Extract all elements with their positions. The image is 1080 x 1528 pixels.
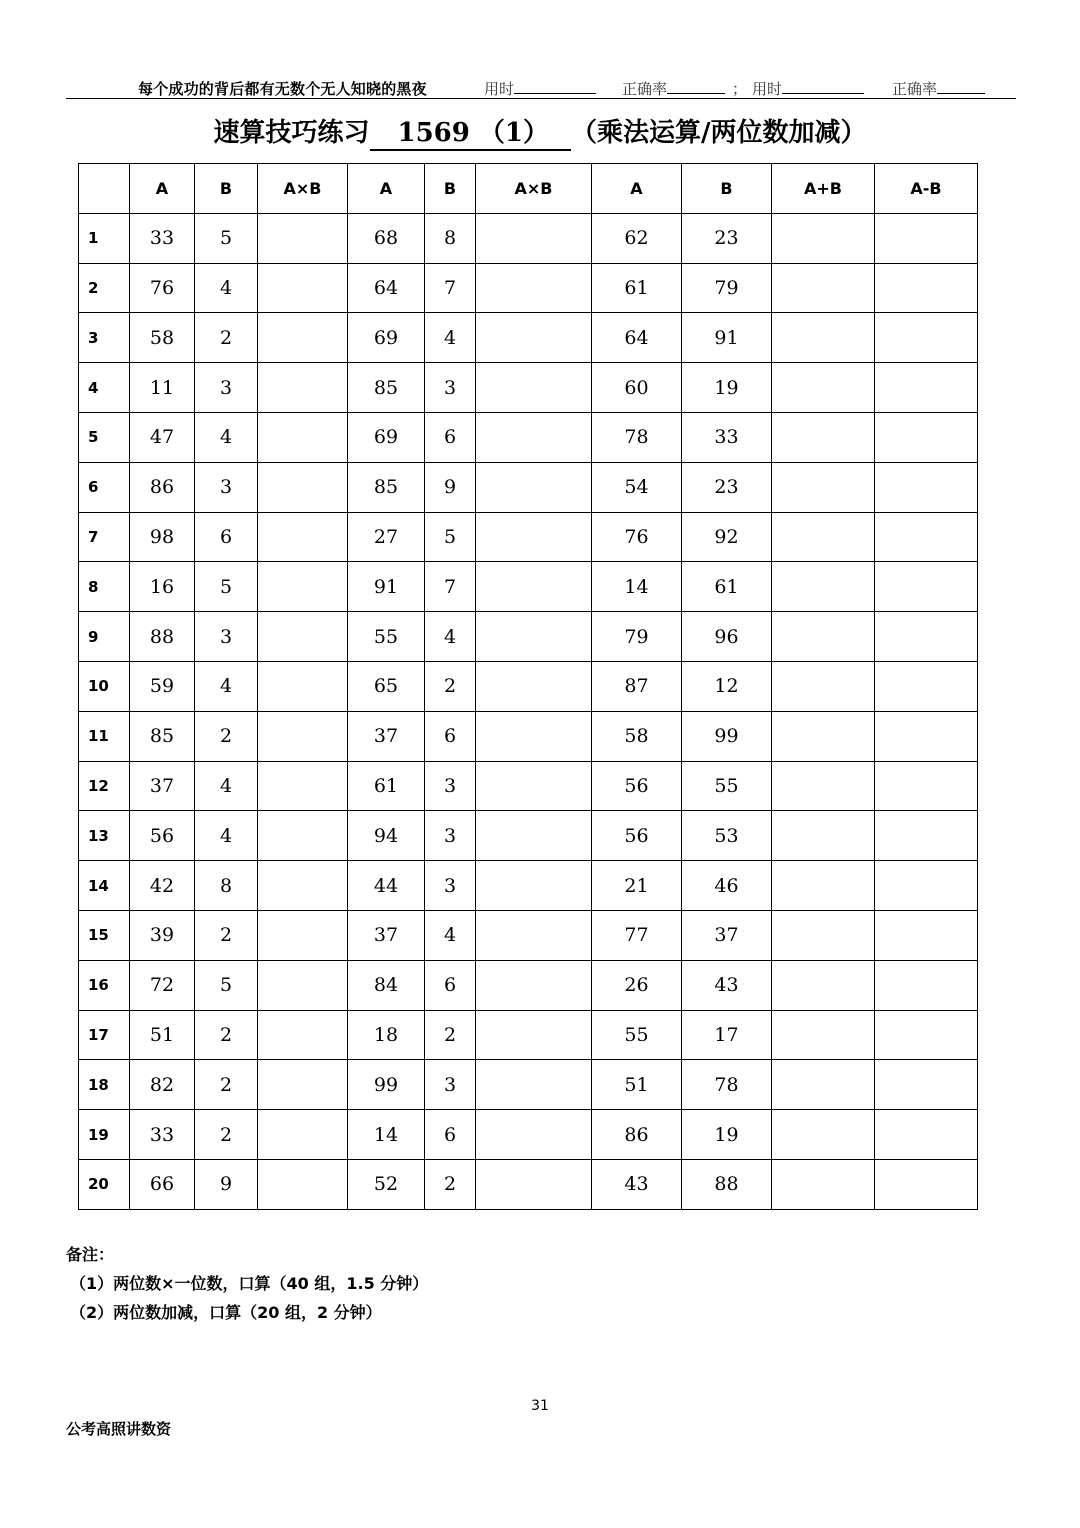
cell-b: 4 [195,412,258,462]
cell-b: 4 [195,263,258,313]
cell-b: 6 [195,512,258,562]
cell-a: 44 [348,861,425,911]
cell-a: 61 [348,761,425,811]
header-cell-product: A×B [476,164,592,214]
table-row [79,661,978,711]
cell-b: 3 [195,612,258,662]
note-item: （2）两位数加减，口算（20 组，2 分钟） [70,1303,382,1322]
answer-cell-difference[interactable] [875,1010,978,1060]
answer-cell-product[interactable] [476,363,592,413]
table-row [79,412,978,462]
cell-b: 2 [425,1159,476,1209]
answer-cell-product[interactable] [258,1159,348,1209]
header-cell-a: A [130,164,195,214]
answer-cell-difference[interactable] [875,363,978,413]
separator: ； [732,80,748,98]
answer-cell-product[interactable] [476,1110,592,1160]
answer-cell-sum[interactable] [772,910,875,960]
cell-b: 61 [682,562,772,612]
cell-a: 99 [348,1060,425,1110]
row-number: 13 [79,811,130,861]
cell-b: 2 [195,711,258,761]
cell-a: 26 [592,960,682,1010]
title-suffix: （乘法运算/两位数加减） [571,118,867,148]
table-row [79,512,978,562]
cell-a: 47 [130,412,195,462]
answer-cell-product[interactable] [258,412,348,462]
row-number: 17 [79,1010,130,1060]
answer-cell-product[interactable] [476,462,592,512]
accuracy-blank-1 [667,79,725,94]
header-cell-a: A [592,164,682,214]
cell-b: 9 [195,1159,258,1209]
cell-b: 5 [425,512,476,562]
cell-b: 5 [195,960,258,1010]
answer-cell-difference[interactable] [875,1110,978,1160]
header-cell-sum: A+B [772,164,875,214]
cell-a: 64 [348,263,425,313]
cell-a: 21 [592,861,682,911]
answer-cell-product[interactable] [258,462,348,512]
accuracy-field-2 [892,78,985,99]
cell-a: 55 [592,1010,682,1060]
answer-cell-product[interactable] [476,562,592,612]
cell-b: 4 [425,910,476,960]
answer-cell-product[interactable] [476,1060,592,1110]
footer-text: 公考高照讲数资 [66,1420,172,1438]
cell-a: 51 [130,1010,195,1060]
table-row [79,910,978,960]
cell-a: 18 [348,1010,425,1060]
answer-cell-difference[interactable] [875,960,978,1010]
cell-b: 2 [195,1060,258,1110]
title-code: 1569 （1） [370,112,572,151]
row-number: 6 [79,462,130,512]
cell-a: 94 [348,811,425,861]
cell-b: 91 [682,313,772,363]
cell-a: 37 [348,711,425,761]
cell-b: 55 [682,761,772,811]
cell-a: 85 [130,711,195,761]
cell-a: 85 [348,363,425,413]
table-row [79,462,978,512]
cell-a: 69 [348,412,425,462]
cell-b: 4 [195,761,258,811]
cell-b: 78 [682,1060,772,1110]
row-number: 3 [79,313,130,363]
cell-a: 72 [130,960,195,1010]
answer-cell-product[interactable] [258,512,348,562]
cell-a: 54 [592,462,682,512]
answer-cell-sum[interactable] [772,512,875,562]
cell-a: 87 [592,661,682,711]
time-label-1: 用时 [484,80,515,98]
cell-a: 11 [130,363,195,413]
row-number: 7 [79,512,130,562]
answer-cell-product[interactable] [476,811,592,861]
answer-cell-product[interactable] [258,313,348,363]
cell-a: 14 [348,1110,425,1160]
answer-cell-sum[interactable] [772,811,875,861]
row-number: 9 [79,612,130,662]
cell-a: 58 [130,313,195,363]
table-row [79,861,978,911]
practice-table [78,163,978,1210]
table-row [79,1010,978,1060]
table-row [79,711,978,761]
cell-b: 99 [682,711,772,761]
worksheet-title [0,112,1080,151]
notes-section [66,1240,428,1327]
answer-cell-product[interactable] [476,711,592,761]
answer-cell-difference[interactable] [875,512,978,562]
answer-cell-difference[interactable] [875,562,978,612]
cell-a: 82 [130,1060,195,1110]
table-row [79,960,978,1010]
answer-cell-product[interactable] [258,1010,348,1060]
answer-cell-sum[interactable] [772,213,875,263]
answer-cell-product[interactable] [476,512,592,562]
answer-cell-product[interactable] [258,612,348,662]
row-number: 4 [79,363,130,413]
answer-cell-difference[interactable] [875,811,978,861]
answer-cell-product[interactable] [476,661,592,711]
cell-a: 85 [348,462,425,512]
cell-b: 2 [425,1010,476,1060]
header-motto: 每个成功的背后都有无数个无人知晓的黑夜 [138,80,427,98]
page-number: 31 [531,1398,549,1414]
note-item: （1）两位数×一位数，口算（40 组，1.5 分钟） [70,1274,429,1293]
cell-b: 33 [682,412,772,462]
answer-cell-sum[interactable] [772,412,875,462]
answer-cell-product[interactable] [476,263,592,313]
answer-cell-difference[interactable] [875,213,978,263]
header-cell-b: B [682,164,772,214]
time-field-1 [484,78,596,99]
cell-b: 9 [425,462,476,512]
row-number: 12 [79,761,130,811]
answer-cell-sum[interactable] [772,1159,875,1209]
row-number: 20 [79,1159,130,1209]
answer-cell-sum[interactable] [772,761,875,811]
row-number: 10 [79,661,130,711]
table-row [79,811,978,861]
answer-cell-product[interactable] [258,1110,348,1160]
cell-a: 86 [592,1110,682,1160]
cell-a: 64 [592,313,682,363]
cell-a: 77 [592,910,682,960]
cell-a: 52 [348,1159,425,1209]
cell-b: 37 [682,910,772,960]
answer-cell-difference[interactable] [875,910,978,960]
table-row [79,612,978,662]
answer-cell-difference[interactable] [875,661,978,711]
time-label-2: 用时 [752,80,783,98]
answer-cell-product[interactable] [258,861,348,911]
accuracy-field-1 [622,78,725,99]
cell-b: 43 [682,960,772,1010]
cell-b: 96 [682,612,772,662]
answer-cell-product[interactable] [258,910,348,960]
cell-a: 65 [348,661,425,711]
row-number: 18 [79,1060,130,1110]
cell-b: 19 [682,363,772,413]
answer-cell-product[interactable] [476,412,592,462]
row-number: 1 [79,213,130,263]
cell-b: 3 [425,363,476,413]
time-blank-1 [514,79,596,94]
time-blank-2 [782,79,864,94]
answer-cell-product[interactable] [476,1159,592,1209]
cell-a: 59 [130,661,195,711]
cell-b: 3 [425,1060,476,1110]
cell-a: 56 [592,761,682,811]
cell-b: 88 [682,1159,772,1209]
cell-b: 2 [195,1010,258,1060]
answer-cell-sum[interactable] [772,1110,875,1160]
cell-b: 6 [425,412,476,462]
cell-a: 39 [130,910,195,960]
cell-a: 61 [592,263,682,313]
answer-cell-sum[interactable] [772,462,875,512]
answer-cell-product[interactable] [476,960,592,1010]
cell-a: 58 [592,711,682,761]
answer-cell-difference[interactable] [875,612,978,662]
cell-a: 56 [592,811,682,861]
answer-cell-difference[interactable] [875,761,978,811]
cell-a: 68 [348,213,425,263]
cell-b: 8 [425,213,476,263]
cell-a: 76 [130,263,195,313]
accuracy-blank-2 [937,79,985,94]
cell-b: 4 [425,612,476,662]
cell-a: 37 [348,910,425,960]
cell-b: 2 [195,910,258,960]
answer-cell-difference[interactable] [875,711,978,761]
answer-cell-product[interactable] [258,363,348,413]
header-row [79,164,978,214]
answer-cell-product[interactable] [258,811,348,861]
row-number: 8 [79,562,130,612]
cell-a: 43 [592,1159,682,1209]
row-number: 15 [79,910,130,960]
row-number: 5 [79,412,130,462]
cell-b: 7 [425,263,476,313]
table-row [79,562,978,612]
cell-b: 12 [682,661,772,711]
table-row [79,1110,978,1160]
answer-cell-product[interactable] [476,761,592,811]
page-header [66,76,1016,99]
answer-cell-sum[interactable] [772,562,875,612]
answer-cell-product[interactable] [476,612,592,662]
cell-b: 3 [195,363,258,413]
cell-a: 79 [592,612,682,662]
answer-cell-difference[interactable] [875,313,978,363]
answer-cell-product[interactable] [258,263,348,313]
cell-a: 88 [130,612,195,662]
answer-cell-product[interactable] [258,960,348,1010]
cell-a: 84 [348,960,425,1010]
header-cell-b: B [425,164,476,214]
cell-b: 5 [195,213,258,263]
answer-cell-product[interactable] [258,562,348,612]
cell-a: 33 [130,213,195,263]
header-cell-index [79,164,130,214]
table-row [79,263,978,313]
answer-cell-sum[interactable] [772,263,875,313]
table-row [79,213,978,263]
cell-b: 4 [195,661,258,711]
answer-cell-sum[interactable] [772,960,875,1010]
cell-b: 19 [682,1110,772,1160]
cell-b: 7 [425,562,476,612]
cell-b: 3 [195,462,258,512]
cell-a: 91 [348,562,425,612]
cell-b: 3 [425,861,476,911]
answer-cell-product[interactable] [258,761,348,811]
cell-a: 37 [130,761,195,811]
title-prefix: 速算技巧练习 [213,118,370,148]
answer-cell-product[interactable] [258,1060,348,1110]
answer-cell-product[interactable] [476,213,592,263]
cell-a: 51 [592,1060,682,1110]
answer-cell-product[interactable] [476,1010,592,1060]
cell-a: 66 [130,1159,195,1209]
answer-cell-sum[interactable] [772,313,875,363]
cell-a: 55 [348,612,425,662]
answer-cell-sum[interactable] [772,612,875,662]
cell-a: 42 [130,861,195,911]
cell-a: 27 [348,512,425,562]
header-cell-difference: A-B [875,164,978,214]
answer-cell-sum[interactable] [772,711,875,761]
cell-b: 17 [682,1010,772,1060]
answer-cell-sum[interactable] [772,1060,875,1110]
answer-cell-sum[interactable] [772,861,875,911]
row-number: 19 [79,1110,130,1160]
row-number: 2 [79,263,130,313]
cell-b: 46 [682,861,772,911]
answer-cell-product[interactable] [258,711,348,761]
answer-cell-difference[interactable] [875,412,978,462]
cell-a: 16 [130,562,195,612]
answer-cell-difference[interactable] [875,1060,978,1110]
answer-cell-sum[interactable] [772,661,875,711]
table-body [79,213,978,1209]
cell-b: 2 [195,313,258,363]
answer-cell-product[interactable] [476,910,592,960]
answer-cell-product[interactable] [476,861,592,911]
answer-cell-product[interactable] [258,661,348,711]
answer-cell-difference[interactable] [875,1159,978,1209]
answer-cell-product[interactable] [258,213,348,263]
table-row [79,363,978,413]
answer-cell-difference[interactable] [875,263,978,313]
cell-b: 2 [195,1110,258,1160]
table-row [79,313,978,363]
cell-b: 8 [195,861,258,911]
cell-b: 6 [425,960,476,1010]
cell-a: 78 [592,412,682,462]
cell-b: 3 [425,761,476,811]
cell-a: 56 [130,811,195,861]
cell-b: 6 [425,711,476,761]
cell-a: 14 [592,562,682,612]
cell-a: 86 [130,462,195,512]
cell-a: 98 [130,512,195,562]
cell-b: 2 [425,661,476,711]
cell-b: 4 [425,313,476,363]
cell-b: 23 [682,213,772,263]
answer-cell-difference[interactable] [875,861,978,911]
answer-cell-sum[interactable] [772,363,875,413]
cell-b: 6 [425,1110,476,1160]
accuracy-label-2: 正确率 [892,80,938,98]
cell-b: 53 [682,811,772,861]
table-row [79,1060,978,1110]
accuracy-label-1: 正确率 [622,80,668,98]
cell-a: 60 [592,363,682,413]
row-number: 16 [79,960,130,1010]
cell-a: 76 [592,512,682,562]
table-row [79,1159,978,1209]
cell-b: 4 [195,811,258,861]
cell-a: 62 [592,213,682,263]
cell-a: 33 [130,1110,195,1160]
cell-b: 79 [682,263,772,313]
cell-b: 92 [682,512,772,562]
header-cell-product: A×B [258,164,348,214]
header-cell-b: B [195,164,258,214]
answer-cell-sum[interactable] [772,1010,875,1060]
row-number: 14 [79,861,130,911]
notes-label: 备注： [66,1245,115,1264]
row-number: 11 [79,711,130,761]
time-field-2 [752,78,864,99]
cell-a: 69 [348,313,425,363]
cell-b: 5 [195,562,258,612]
answer-cell-product[interactable] [476,313,592,363]
cell-b: 3 [425,811,476,861]
table-row [79,761,978,811]
header-cell-a: A [348,164,425,214]
answer-cell-difference[interactable] [875,462,978,512]
cell-b: 23 [682,462,772,512]
